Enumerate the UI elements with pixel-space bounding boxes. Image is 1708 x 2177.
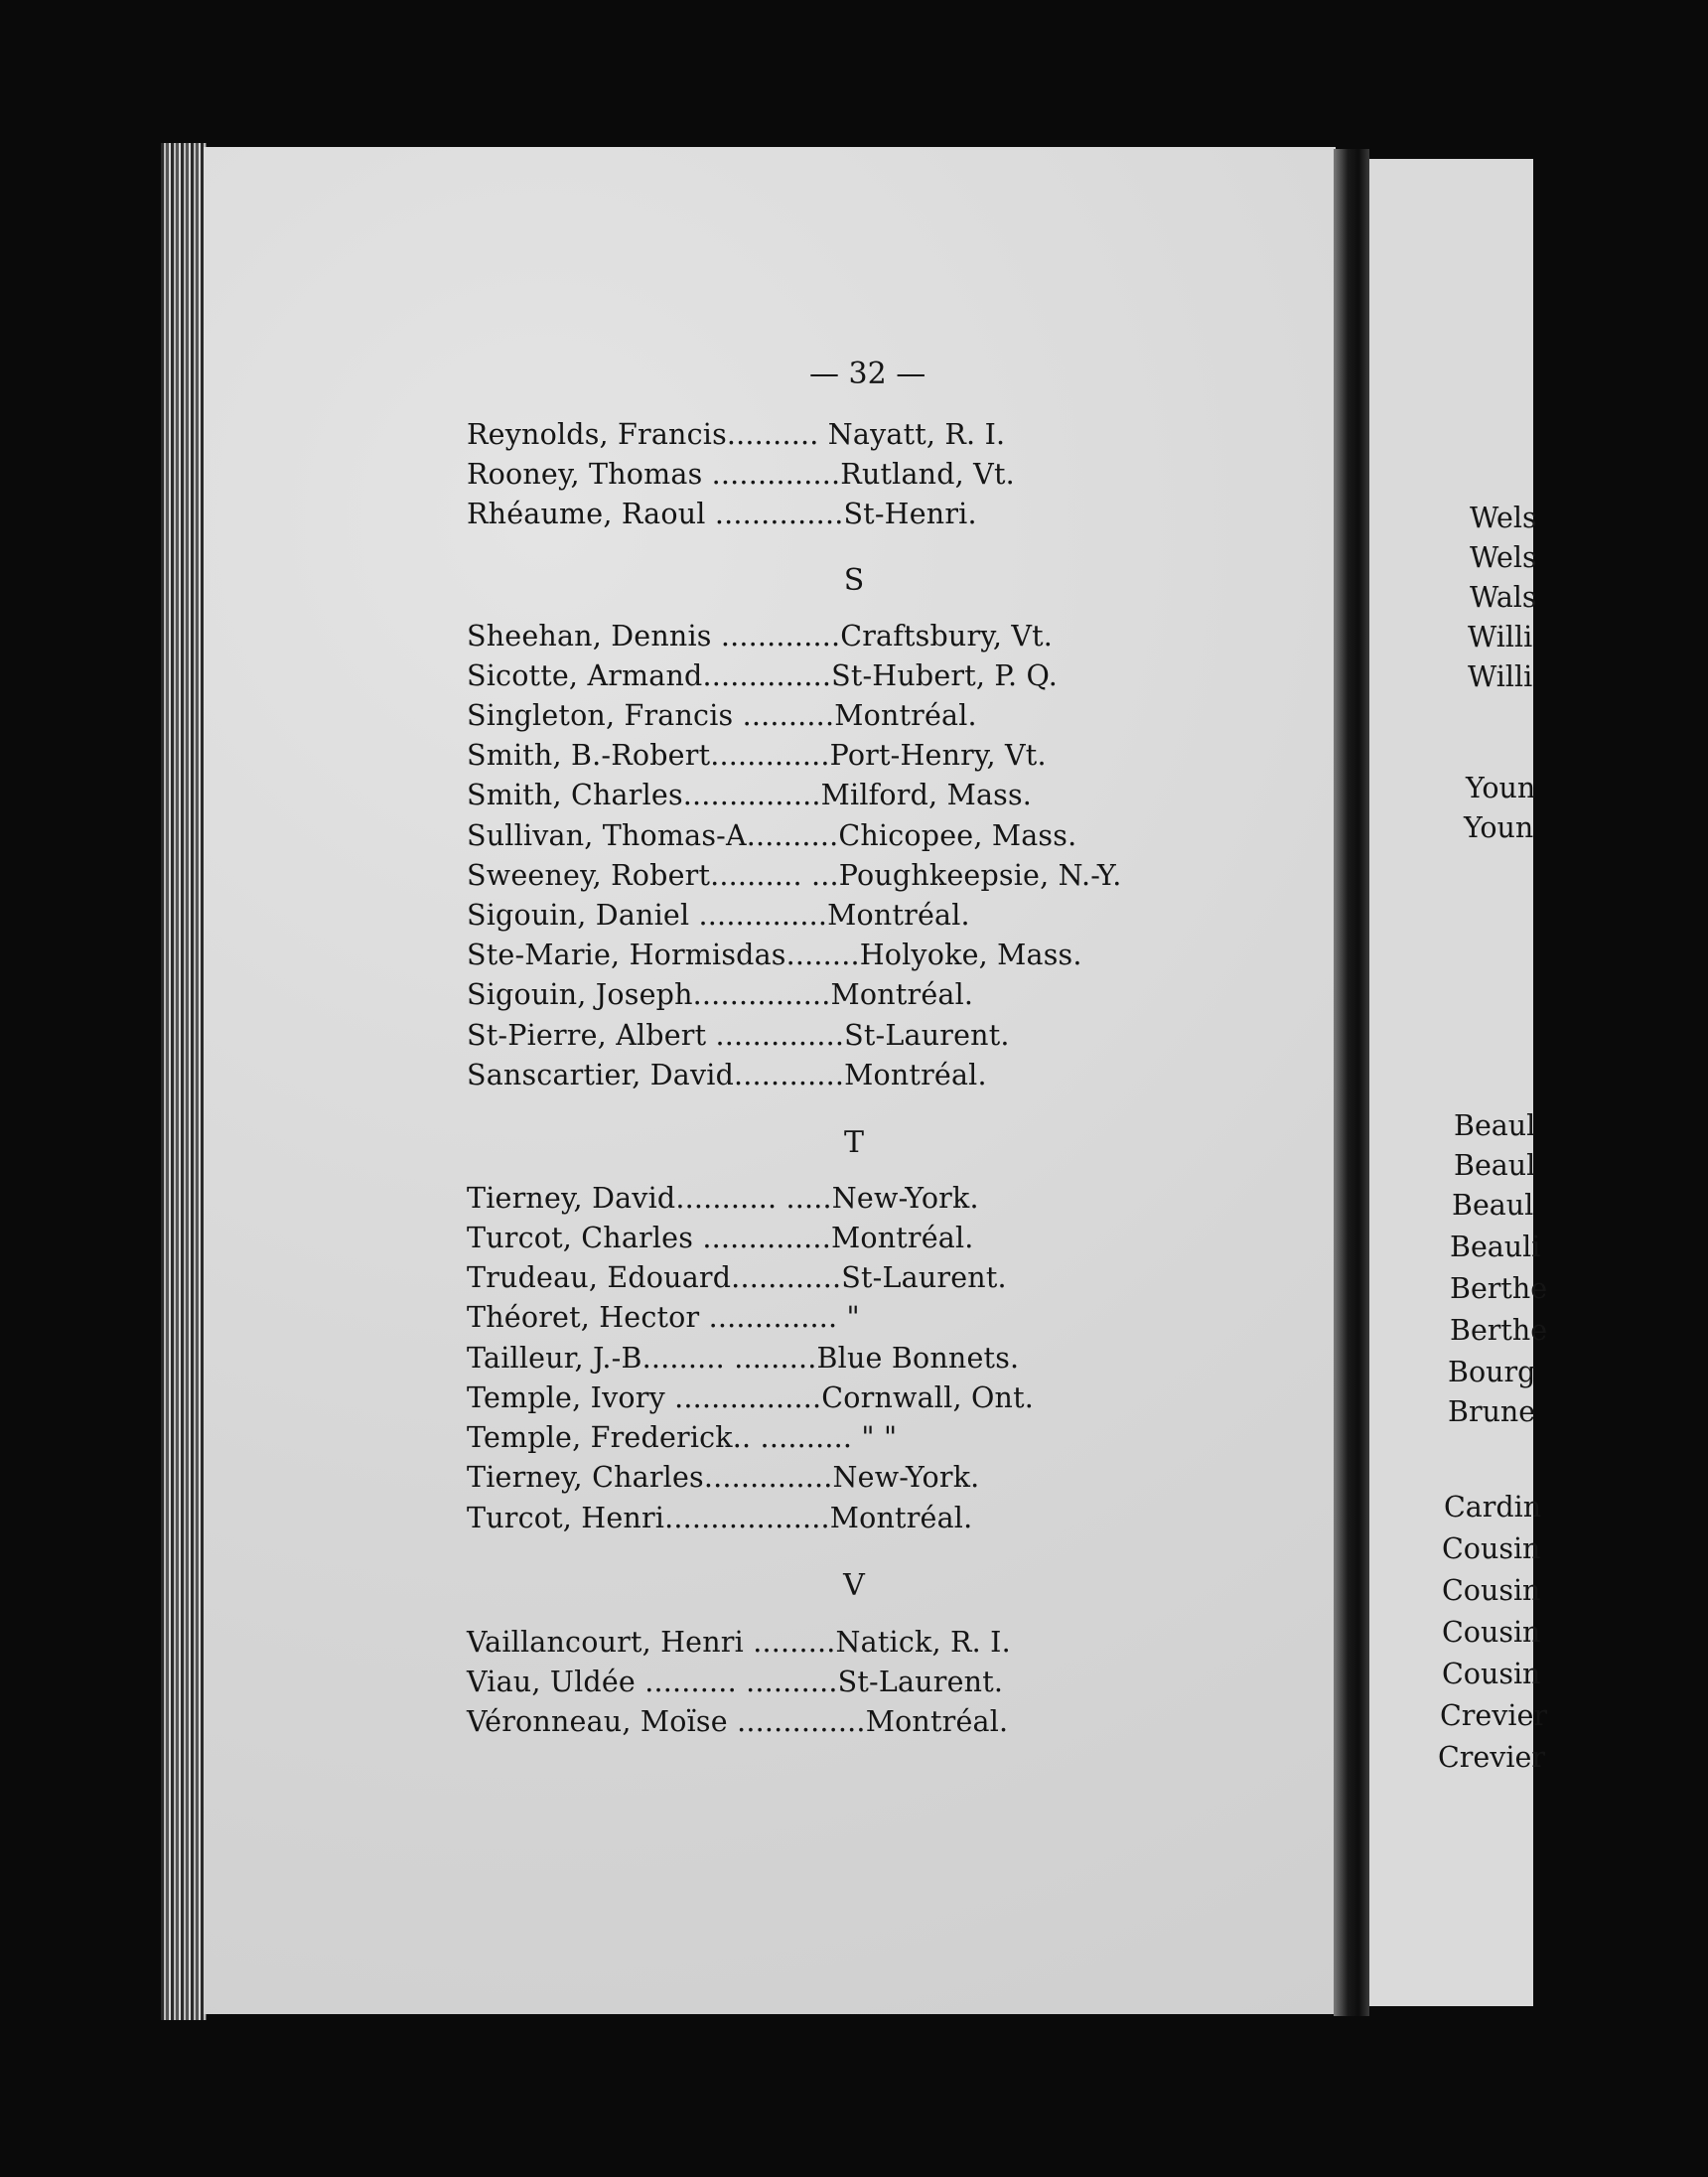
- list-entry: Théoret, Hector .............. ": [467, 1301, 860, 1334]
- facing-page-fragment: Wals: [1470, 581, 1537, 614]
- facing-page-fragment: Crevier: [1438, 1741, 1546, 1774]
- list-entry: Temple, Frederick.. .......... " ": [467, 1421, 898, 1454]
- facing-page-fragment: Cousin: [1442, 1532, 1541, 1565]
- list-entry: Ste-Marie, Hormisdas........Holyoke, Mass.: [467, 939, 1082, 971]
- list-entry: Tierney, Charles..............New-York.: [467, 1461, 980, 1494]
- section-letter: V: [843, 1568, 865, 1603]
- page-number: — 32 —: [809, 357, 926, 391]
- list-entry: Temple, Ivory ................Cornwall, Ont.: [467, 1381, 1034, 1414]
- list-entry: Rooney, Thomas ..............Rutland, Vt.: [467, 458, 1015, 491]
- facing-page-fragment: Beaul: [1454, 1109, 1536, 1142]
- list-entry: Viau, Uldée .......... ..........St-Laurent.: [467, 1666, 1004, 1698]
- list-entry: Trudeau, Edouard............St-Laurent.: [467, 1261, 1007, 1294]
- list-entry: Rhéaume, Raoul ..............St-Henri.: [467, 498, 977, 530]
- list-entry: Sigouin, Joseph...............Montréal.: [467, 978, 974, 1011]
- section-letter: S: [843, 563, 865, 598]
- facing-page-fragment: Beauli: [1450, 1231, 1541, 1263]
- facing-page-fragment: Youn: [1466, 772, 1536, 804]
- list-entry: Sweeney, Robert.......... ...Poughkeepsie, N.-Y.: [467, 859, 1122, 892]
- section-letter: T: [843, 1125, 864, 1160]
- facing-page-fragment: Willi: [1468, 621, 1533, 653]
- list-entry: Turcot, Charles ..............Montréal.: [467, 1222, 974, 1254]
- facing-page-fragment: Beaul: [1452, 1189, 1534, 1222]
- facing-page-fragment: Cardin: [1444, 1491, 1542, 1524]
- list-entry: Reynolds, Francis.......... Nayatt, R. I.: [467, 418, 1006, 451]
- list-entry: Smith, Charles...............Milford, Mass.: [467, 779, 1033, 811]
- list-entry: Singleton, Francis ..........Montréal.: [467, 699, 977, 732]
- facing-page-fragment: Cousin: [1442, 1658, 1541, 1690]
- facing-page-fragment: Willi: [1468, 660, 1533, 693]
- facing-page-fragment: Berthe: [1450, 1314, 1548, 1347]
- facing-page-fragment: Berthe: [1450, 1272, 1548, 1305]
- facing-page-fragment: Cousin: [1442, 1616, 1541, 1649]
- list-entry: Turcot, Henri..................Montréal.: [467, 1502, 973, 1534]
- facing-page-fragment: Crevier: [1440, 1699, 1548, 1732]
- list-entry: Sanscartier, David............Montréal.: [467, 1059, 987, 1091]
- list-entry: Sicotte, Armand..............St-Hubert, P. Q.: [467, 659, 1058, 692]
- facing-page-fragment: Bourg: [1448, 1356, 1536, 1388]
- list-entry: Sheehan, Dennis .............Craftsbury, Vt.: [467, 620, 1054, 653]
- list-entry: Smith, B.-Robert.............Port-Henry, Vt.: [467, 739, 1047, 772]
- facing-page-fragment: Cousin: [1442, 1574, 1541, 1607]
- facing-page-fragment: Youn: [1464, 811, 1534, 844]
- list-entry: Véronneau, Moïse ..............Montréal.: [467, 1705, 1009, 1738]
- facing-page-fragment: Wels: [1470, 541, 1537, 574]
- facing-page-fragment: Beaul: [1454, 1149, 1536, 1182]
- list-entry: Vaillancourt, Henri .........Natick, R. I.: [467, 1626, 1011, 1659]
- list-entry: Sigouin, Daniel ..............Montréal.: [467, 899, 970, 932]
- book-spine-edge: [161, 143, 207, 2020]
- facing-page-fragment: Wels: [1470, 502, 1537, 534]
- list-entry: Tailleur, J.-B......... .........Blue Bonnets.: [467, 1342, 1020, 1375]
- list-entry: Tierney, David........... .....New-York.: [467, 1182, 979, 1215]
- list-entry: St-Pierre, Albert ..............St-Laurent.: [467, 1019, 1010, 1052]
- facing-page-fragment: Brune: [1448, 1395, 1536, 1428]
- page-gutter: [1334, 149, 1369, 2016]
- list-entry: Sullivan, Thomas-A..........Chicopee, Mass.: [467, 819, 1077, 852]
